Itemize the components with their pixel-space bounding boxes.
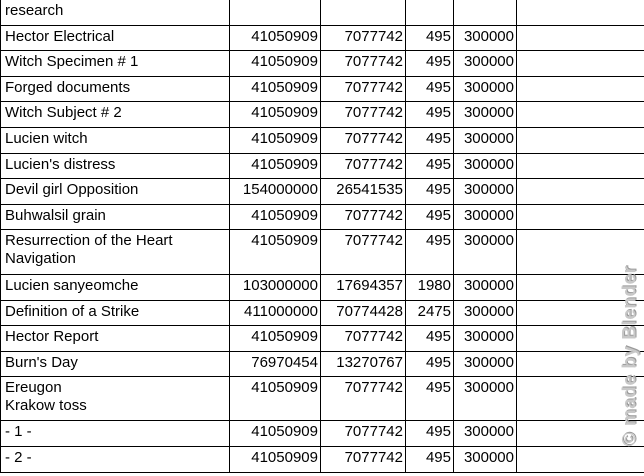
cell-value-1: 41050909	[230, 230, 321, 275]
cell-value-3: 495	[406, 179, 454, 205]
cell-name: Burn's Day	[1, 352, 230, 377]
cell-value-3: 495	[406, 128, 454, 154]
cell-value-1: 41050909	[230, 128, 321, 154]
cell-value-3: 495	[406, 421, 454, 447]
cell-value-2: 7077742	[321, 154, 406, 179]
cell-name: Forged documents	[1, 77, 230, 102]
table-row	[1, 102, 644, 128]
cell-value-1: 41050909	[230, 421, 321, 447]
cell-value-2: 26541535	[321, 179, 406, 205]
cell-value-2: 7077742	[321, 77, 406, 102]
cell-value-1: 41050909	[230, 205, 321, 230]
cell-value-2: 7077742	[321, 51, 406, 77]
cell-value-1: 154000000	[230, 179, 321, 205]
cell-value-2: 7077742	[321, 377, 406, 421]
cell-value-1: 411000000	[230, 301, 321, 326]
cell-value-4: 300000	[454, 179, 517, 205]
cell-name: Resurrection of the Heart Navigation	[1, 230, 230, 275]
cell-value-1: 41050909	[230, 447, 321, 473]
cell-value-3: 2475	[406, 301, 454, 326]
cell-value-5	[517, 128, 644, 154]
cell-name: Buhwalsil grain	[1, 205, 230, 230]
cell-value-3: 495	[406, 377, 454, 421]
cell-value-5	[517, 230, 644, 275]
cell-value-2: 17694357	[321, 275, 406, 301]
cell-name: Hector Report	[1, 326, 230, 352]
cell-value-5	[517, 421, 644, 447]
cell-value-3: 495	[406, 154, 454, 179]
table-row	[1, 326, 644, 352]
cell-value-3	[406, 0, 454, 26]
cell-value-4: 300000	[454, 26, 517, 51]
cell-value-1: 41050909	[230, 26, 321, 51]
cell-name: Lucien's distress	[1, 154, 230, 179]
cell-name: research	[1, 0, 230, 26]
cell-value-3: 495	[406, 352, 454, 377]
table-row	[1, 377, 644, 421]
cell-value-1: 41050909	[230, 154, 321, 179]
cell-value-5	[517, 154, 644, 179]
cell-value-4: 300000	[454, 102, 517, 128]
cell-value-3: 495	[406, 230, 454, 275]
table-row	[1, 447, 644, 473]
cell-value-3: 495	[406, 447, 454, 473]
cell-value-3: 495	[406, 77, 454, 102]
cell-name: Hector Electrical	[1, 26, 230, 51]
table-row	[1, 275, 644, 301]
cell-value-3: 495	[406, 326, 454, 352]
cell-name: - 1 -	[1, 421, 230, 447]
cell-value-3: 495	[406, 205, 454, 230]
cell-value-1	[230, 0, 321, 26]
cell-value-4: 300000	[454, 154, 517, 179]
cell-value-2: 7077742	[321, 326, 406, 352]
cell-value-5	[517, 447, 644, 473]
table-row	[1, 205, 644, 230]
cell-value-1: 41050909	[230, 51, 321, 77]
table-row	[1, 51, 644, 77]
cell-value-5	[517, 51, 644, 77]
cell-value-5	[517, 301, 644, 326]
cell-value-5	[517, 102, 644, 128]
cell-value-1: 41050909	[230, 377, 321, 421]
cell-value-1: 41050909	[230, 102, 321, 128]
cell-value-5	[517, 179, 644, 205]
cell-value-1: 103000000	[230, 275, 321, 301]
cell-value-2: 7077742	[321, 26, 406, 51]
cell-name: Lucien witch	[1, 128, 230, 154]
cell-value-5	[517, 205, 644, 230]
table-row	[1, 128, 644, 154]
cell-value-4: 300000	[454, 326, 517, 352]
cell-value-2: 13270767	[321, 352, 406, 377]
table-row	[1, 352, 644, 377]
cell-value-4: 300000	[454, 377, 517, 421]
cell-value-5	[517, 377, 644, 421]
cell-value-5	[517, 0, 644, 26]
cell-value-3: 495	[406, 51, 454, 77]
cell-name: Ereugon Krakow toss	[1, 377, 230, 421]
cell-value-4: 300000	[454, 205, 517, 230]
table-row	[1, 77, 644, 102]
cell-name: Witch Subject # 2	[1, 102, 230, 128]
cell-value-4: 300000	[454, 421, 517, 447]
cell-value-2: 7077742	[321, 447, 406, 473]
cell-value-2	[321, 0, 406, 26]
table-row	[1, 301, 644, 326]
cell-value-4: 300000	[454, 230, 517, 275]
cell-value-5	[517, 77, 644, 102]
cell-value-3: 495	[406, 26, 454, 51]
cell-value-2: 7077742	[321, 205, 406, 230]
cell-name: - 2 -	[1, 447, 230, 473]
table-row	[1, 0, 644, 26]
cell-value-4: 300000	[454, 77, 517, 102]
cell-name: Devil girl Opposition	[1, 179, 230, 205]
cell-name: Definition of a Strike	[1, 301, 230, 326]
cell-value-3: 1980	[406, 275, 454, 301]
cell-value-2: 7077742	[321, 128, 406, 154]
cell-value-4: 300000	[454, 51, 517, 77]
table-row	[1, 26, 644, 51]
cell-value-2: 70774428	[321, 301, 406, 326]
table-row	[1, 421, 644, 447]
cell-value-4: 300000	[454, 301, 517, 326]
cell-value-1: 76970454	[230, 352, 321, 377]
cell-value-1: 41050909	[230, 77, 321, 102]
cell-value-5	[517, 26, 644, 51]
cell-value-5	[517, 275, 644, 301]
cell-value-2: 7077742	[321, 230, 406, 275]
cell-value-4: 300000	[454, 128, 517, 154]
table-row	[1, 230, 644, 275]
cell-value-3: 495	[406, 102, 454, 128]
cell-value-4: 300000	[454, 352, 517, 377]
cell-value-5	[517, 352, 644, 377]
cell-value-1: 41050909	[230, 326, 321, 352]
cell-name: Lucien sanyeomche	[1, 275, 230, 301]
cell-value-2: 7077742	[321, 421, 406, 447]
cell-value-4: 300000	[454, 447, 517, 473]
cell-value-4	[454, 0, 517, 26]
table-row	[1, 179, 644, 205]
cell-value-5	[517, 326, 644, 352]
table-row	[1, 154, 644, 179]
watermark-text: © made by Blender	[619, 265, 641, 447]
cell-value-4: 300000	[454, 275, 517, 301]
cell-name: Witch Specimen # 1	[1, 51, 230, 77]
cell-value-2: 7077742	[321, 102, 406, 128]
